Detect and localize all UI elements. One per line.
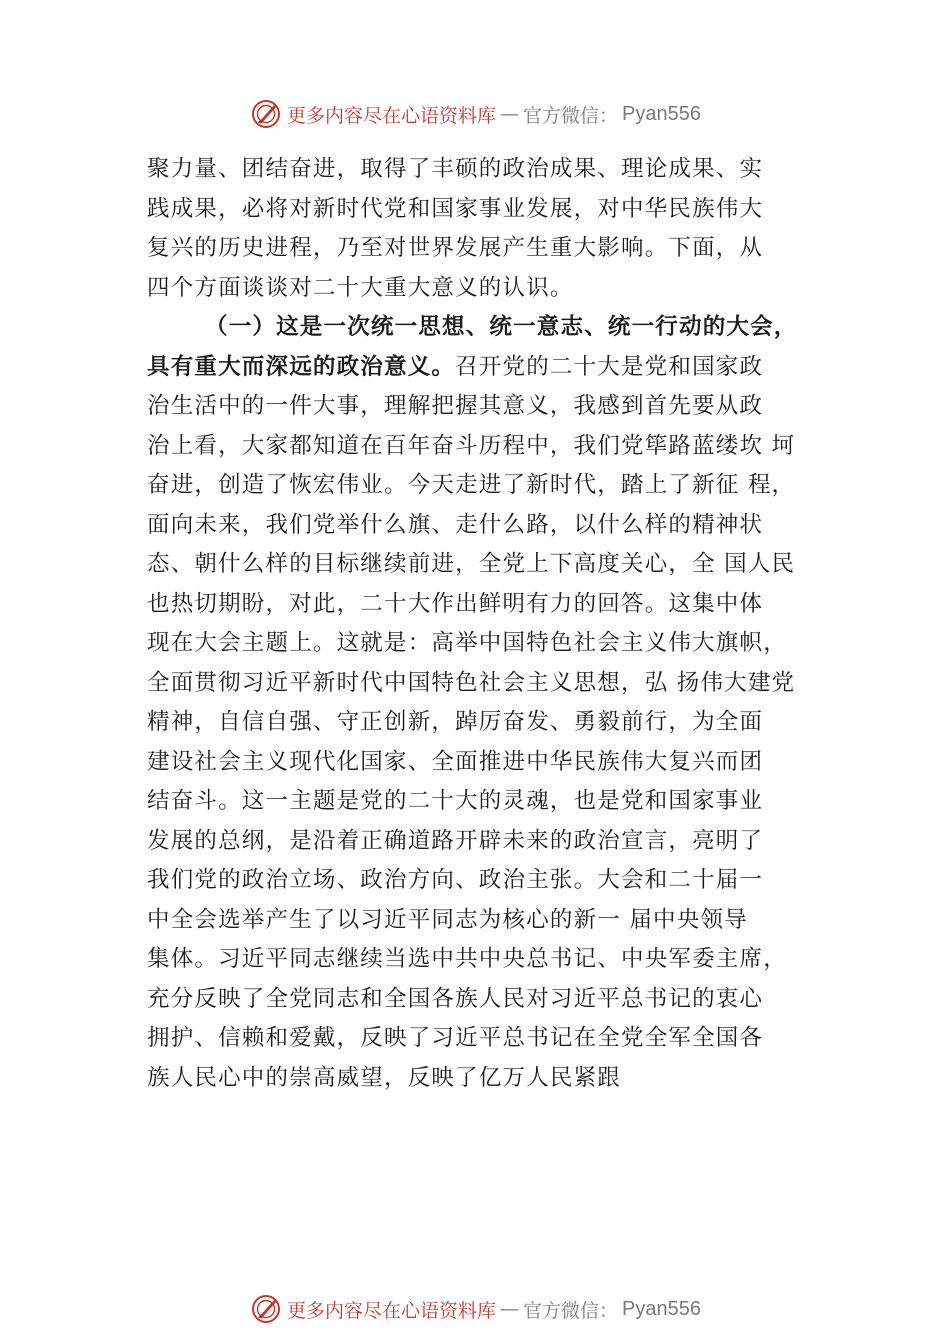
watermark-footer [0,1289,950,1329]
text-line: 建设社会主义现代化国家、全面推进中华民族伟大复兴而团 [147,748,764,775]
brand-logo-icon [249,97,283,131]
watermark-brand-text: 更多内容尽在心语资料库 [287,1299,497,1322]
text-line: 结奋斗。这一主题是党的二十大的灵魂，也是党和国家事业 [147,788,764,814]
text-line: 精神，自信自强、守正创新，踔厉奋发、勇毅前行，为全面 [147,709,764,735]
document-body [147,150,815,1098]
text-line: 全面贯彻习近平新时代中国特色社会主义思想，弘 扬伟大建党 [147,669,796,696]
watermark-wechat-id: Pyan556 [622,102,701,125]
text-line: 中全会选举产生了以习近平同志为核心的新一 届中央领导 [147,906,748,933]
text-line: 态、朝什么样的目标继续前进，全党上下高度关心，全 国人民 [147,551,796,577]
brand-logo-icon [249,1292,283,1326]
text-line: 面向未来，我们党举什么旗、走什么路，以什么样的精神状 [147,511,764,538]
section-heading: （一）这是一次统一思想、统一意志、统一行动的大会， [205,314,798,340]
text-line: 具有重大而深远的政治意义。召开党的二十大是党和国家政 [147,353,764,380]
watermark-header [0,94,950,134]
text-line: 奋进，创造了恢宏伟业。今天走进了新时代，踏上了新征 程， [147,472,796,498]
text-line: 复兴的历史进程，乃至对世界发展产生重大影响。下面，从 [147,235,764,261]
text-line: 聚力量、团结奋进，取得了丰硕的政治成果、理论成果、实 [147,156,764,182]
text-line: 治生活中的一件大事，理解把握其意义，我感到首先要从政 [147,393,764,419]
watermark-wechat-id: Pyan556 [622,1297,701,1320]
watermark-dash: — [500,1298,520,1320]
watermark-wechat-label: 官方微信： [523,104,619,127]
watermark-dash: — [500,103,520,125]
section-heading-line [147,308,815,348]
text-line: 现在大会主题上。这就是：高举中国特色社会主义伟大旗帜， [147,630,787,656]
text-line: 发展的总纲，是沿着正确道路开辟未来的政治宣言，亮明了 [147,827,764,854]
watermark-brand-text: 更多内容尽在心语资料库 [287,104,497,127]
text-line: 践成果，必将对新时代党和国家事业发展，对中华民族伟大 [147,195,764,222]
text-line: 也热切期盼，对此，二十大作出鲜明有力的回答。这集中体 [147,590,764,617]
text-line: 治上看，大家都知道在百年奋斗历程中，我们党筚路蓝缕坎 坷 [147,432,796,459]
text-line: 四个方面谈谈对二十大重大意义的认识。 [147,274,574,301]
text-line: 我们党的政治立场、政治方向、政治主张。大会和二十届一 [147,867,764,893]
text-line: 族人民心中的崇高威望，反映了亿万人民紧跟 [147,1064,622,1091]
text-line: 充分反映了全党同志和全国各族人民对习近平总书记的衷心 [147,985,764,1012]
watermark-wechat-label: 官方微信： [523,1299,619,1322]
section-heading-continuation: 具有重大而深远的政治意义。 [147,353,456,380]
text-line: 集体。习近平同志继续当选中共中央总书记、中央军委主席， [147,946,787,972]
text-line: 拥护、信赖和爱戴，反映了习近平总书记在全党全军全国各 [147,1025,764,1051]
